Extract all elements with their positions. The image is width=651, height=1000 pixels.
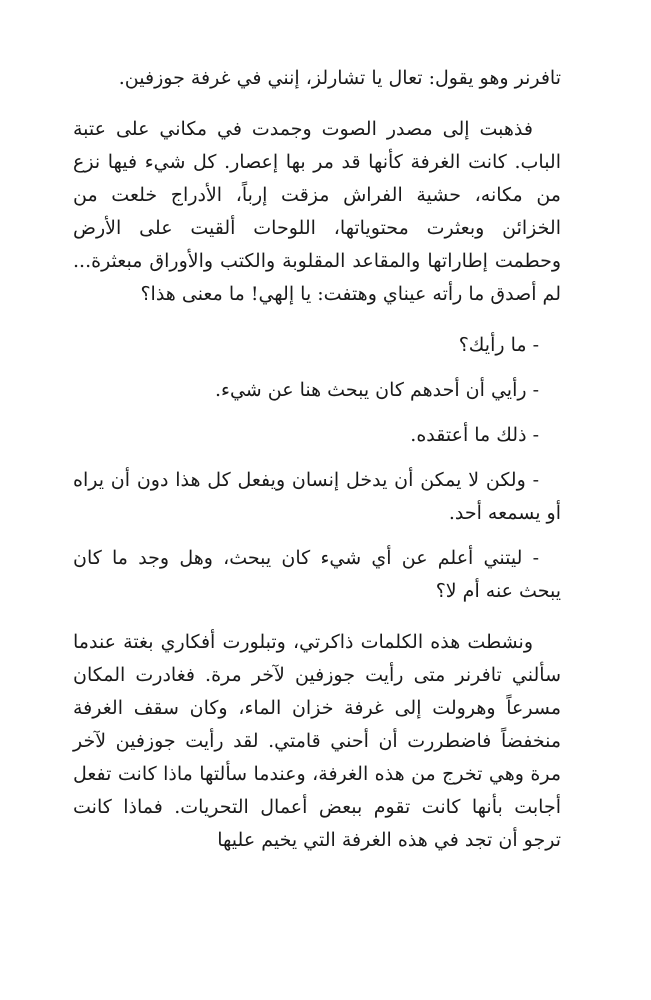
book-page [73, 62, 561, 857]
dialogue-line: - ذلك ما أعتقده. [410, 424, 539, 446]
dialogue-line: - رأيي أن أحدهم كان يبحث هنا عن شيء. [214, 379, 539, 401]
paragraph-room-scene: فذهبت إلى مصدر الصوت وجمدت في مكاني على عتبة الباب. كانت الغرفة كأنها قد مر بها إعصار. كل شيء فيها نزع من مكانه، حشية الفراش مزقت إرباً، الأدراج خلعت من الخزائن وبعثرت محتوياتها، اللوحات ألقيت على الأرض وحطمت إطاراتها والمقاعد المقلوبة والكتب والأوراق مبعثرة... لم أصدق ما رأته عيناي وهتفت: يا إلهي! ما معنى هذا؟ [73, 118, 561, 305]
paragraph-memory: ونشطت هذه الكلمات ذاكرتي، وتبلورت أفكاري بغتة عندما سألني تافرنر متى رأيت جوزفين لآخر مرة. فغادرت المكان مسرعاً وهرولت إلى غرفة خزان الماء، وكان سقف الغرفة منخفضاً فاضطررت أن أحني قامتي. لقد رأيت جوزفين لآخر مرة وهي تخرج من هذه الغرفة، وعندما سألتها ماذا كانت تفعل أجابت بأنها كانت تقوم ببعض أعمال التحريات. فماذا كانت ترجو أن تجد في هذه الغرفة التي يخيم عليها [73, 631, 561, 851]
dialogue-line: - ولكن لا يمكن أن يدخل إنسان ويفعل كل هذا دون أن يراه أو يسمعه أحد. [73, 469, 561, 524]
paragraph-continuation: تافرنر وهو يقول: تعال يا تشارلز، إنني في غرفة جوزفين. [118, 67, 561, 89]
dialogue-line: - ليتني أعلم عن أي شيء كان يبحث، وهل وجد ما كان يبحث عنه أم لا؟ [73, 547, 561, 602]
dialogue-line: - ما رأيك؟ [458, 334, 539, 356]
